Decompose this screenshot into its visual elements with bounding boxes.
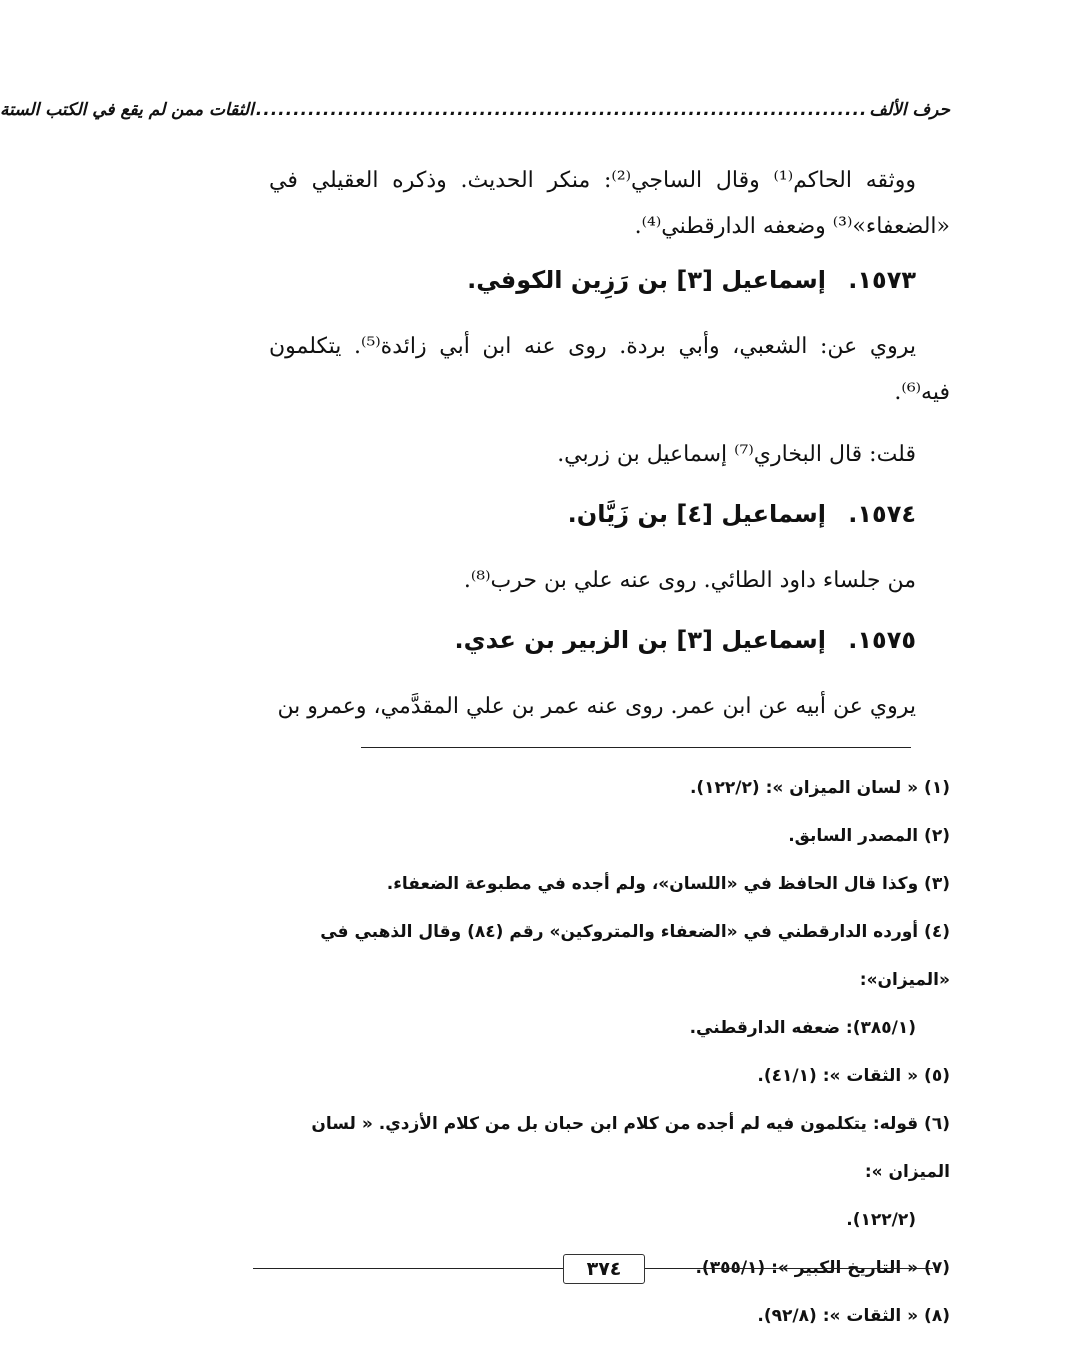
entry-text: يروي عن: الشعبي، وأبي بردة. روى عنه ابن أبي زائدة⁽⁵⁾. يتكلمون فيه⁽⁶⁾. xyxy=(269,334,950,405)
entry-text: قلت: قال البخاري⁽⁷⁾ إسماعيل بن زربي. xyxy=(557,442,916,467)
entry-number: ١٥٧٣. xyxy=(848,266,916,294)
entry-title: إسماعيل [٤] بن زَيَّان. xyxy=(567,500,826,528)
intro-paragraph xyxy=(269,158,950,250)
running-header xyxy=(0,100,950,120)
footnote-text: (٦) قوله: يتكلمون فيه لم أجده من كلام ابن حبان بل من كلام الأزدي. « لسان الميزان »: xyxy=(311,1114,950,1182)
footnote: (٥) « الثقات »: (٤١/١). xyxy=(757,1066,950,1086)
footnote: (٧) « التاريخ الكبير »: (٣٥٥/١). xyxy=(695,1258,950,1278)
footnote xyxy=(263,908,950,1052)
entry-number: ١٥٧٤. xyxy=(848,500,916,528)
header-book-title: الثقات ممن لم يقع في الكتب الستة xyxy=(0,100,254,120)
page-number: ٣٧٤ xyxy=(563,1254,645,1284)
entry-title: إسماعيل [٣] بن الزبير بن عدي. xyxy=(454,626,826,654)
entry-number: ١٥٧٥. xyxy=(848,626,916,654)
header-chapter: حرف الألف xyxy=(869,100,950,120)
footnote-separator xyxy=(361,747,911,748)
entry-title: إسماعيل [٣] بن رَزِين الكوفي. xyxy=(467,266,826,294)
footnote: (٨) « الثقات »: (٩٢/٨). xyxy=(757,1306,950,1326)
entry-text: من جلساء داود الطائي. روى عنه علي بن حرب⁽⁸⁾. xyxy=(463,568,916,593)
intro-line-2: «الضعفاء»⁽³⁾ وضعفه الدارقطني⁽⁴⁾. xyxy=(634,214,950,239)
entry-heading xyxy=(269,612,950,668)
footnote: (١) « لسان الميزان »: (١٢٢/٢). xyxy=(689,778,950,798)
entry-text: يروي عن أبيه عن ابن عمر. روى عنه عمر بن علي المقدَّمي، وعمرو بن xyxy=(277,694,916,719)
footnote xyxy=(263,1100,950,1244)
footnote-continuation: (١٢٢/٢). xyxy=(846,1210,916,1230)
footnote-continuation: (٣٨٥/١): ضعفه الدارقطني. xyxy=(689,1018,916,1038)
main-text xyxy=(269,158,950,730)
entry-heading xyxy=(269,486,950,542)
entry-heading xyxy=(269,252,950,308)
footnote: (٣) وكذا قال الحافظ في «اللسان»، ولم أجده في مطبوعة الضعفاء. xyxy=(386,874,950,894)
header-leader-dots: .................................................................................. xyxy=(255,100,868,120)
footnote-text: (٤) أورده الدارقطني في «الضعفاء والمتروكين» رقم (٨٤) وقال الذهبي في «الميزان»: xyxy=(320,922,950,990)
intro-line-1: ووثقه الحاكم⁽¹⁾ وقال الساجي⁽²⁾: منكر الحديث. وذكره العقيلي في xyxy=(269,168,917,193)
footnote: (٢) المصدر السابق. xyxy=(788,826,950,846)
